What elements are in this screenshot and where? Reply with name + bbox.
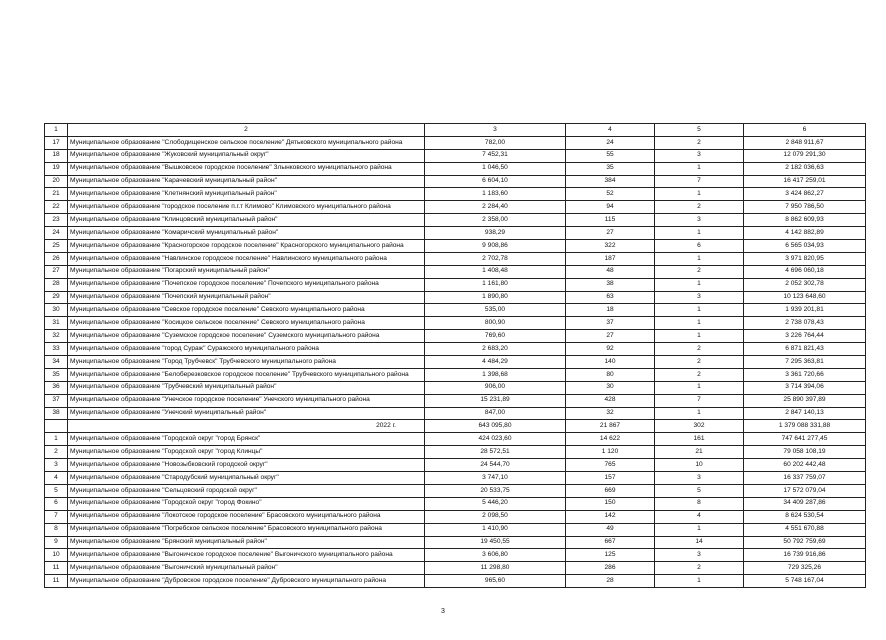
page-number: 3 (441, 608, 445, 615)
municipality-name: Муниципальное образование "Севское городское поселение" Севского муниципального района (68, 304, 425, 317)
table-row (45, 510, 866, 523)
row-number: 28 (45, 278, 68, 291)
residents-count: 48 (566, 265, 655, 278)
table-row (45, 562, 866, 575)
residents-count: 38 (566, 278, 655, 291)
total-area: 643 095,80 (425, 420, 566, 433)
column-number-5: 5 (655, 124, 744, 137)
area-value: 1 046,50 (425, 162, 566, 175)
sum-value: 7 295 363,81 (744, 356, 866, 369)
area-value: 2 683,20 (425, 343, 566, 356)
sum-value: 5 748 167,04 (744, 575, 866, 588)
area-value: 1 398,68 (425, 368, 566, 381)
table-row (45, 175, 866, 188)
sum-value: 4 696 060,18 (744, 265, 866, 278)
objects-count: 2 (655, 136, 744, 149)
municipality-name: Муниципальное образование "Клетнянский муниципальный район" (68, 188, 425, 201)
residents-count: 55 (566, 149, 655, 162)
objects-count: 7 (655, 175, 744, 188)
residents-count: 322 (566, 240, 655, 253)
row-number: 26 (45, 252, 68, 265)
residents-count: 28 (566, 575, 655, 588)
area-value: 906,00 (425, 381, 566, 394)
year-label: 2022 г. (68, 420, 425, 433)
row-number: 36 (45, 381, 68, 394)
area-value: 6 604,10 (425, 175, 566, 188)
objects-count: 1 (655, 188, 744, 201)
municipality-name: Муниципальное образование "Стародубский муниципальный округ" (68, 472, 425, 485)
area-value: 5 446,20 (425, 497, 566, 510)
municipality-name: Муниципальное образование "городское поселение п.г.т Климово" Климовского муниципального района (68, 201, 425, 214)
objects-count: 1 (655, 252, 744, 265)
municipality-name: Муниципальное образование "Городской округ "город Клинцы" (68, 446, 425, 459)
municipality-name: Муниципальное образование "Городской округ "город Брянск" (68, 433, 425, 446)
objects-count: 3 (655, 472, 744, 485)
row-number: 20 (45, 175, 68, 188)
municipality-name: Муниципальное образование "Брянский муниципальный район" (68, 536, 425, 549)
row-number: 21 (45, 188, 68, 201)
area-value: 769,60 (425, 330, 566, 343)
table-row (45, 240, 866, 253)
residents-count: 18 (566, 304, 655, 317)
row-number: 38 (45, 407, 68, 420)
table-row (45, 317, 866, 330)
year-total-row (45, 420, 866, 433)
sum-value: 10 123 648,60 (744, 291, 866, 304)
table-row (45, 304, 866, 317)
objects-count: 10 (655, 459, 744, 472)
table-row (45, 162, 866, 175)
sum-value: 3 714 394,06 (744, 381, 866, 394)
objects-count: 1 (655, 407, 744, 420)
area-value: 2 702,78 (425, 252, 566, 265)
sum-value: 50 792 759,69 (744, 536, 866, 549)
objects-count: 3 (655, 549, 744, 562)
table-row (45, 265, 866, 278)
municipality-name: Муниципальное образование "Карачевский муниципальный район" (68, 175, 425, 188)
residents-count: 667 (566, 536, 655, 549)
residents-count: 63 (566, 291, 655, 304)
sum-value: 16 337 759,07 (744, 472, 866, 485)
residents-count: 669 (566, 484, 655, 497)
sum-value: 7 950 786,50 (744, 201, 866, 214)
table-row (45, 523, 866, 536)
table-row (45, 497, 866, 510)
area-value: 2 098,50 (425, 510, 566, 523)
municipality-name: Муниципальное образование "Клинцовский муниципальный район" (68, 214, 425, 227)
sum-value: 34 409 287,86 (744, 497, 866, 510)
row-number: 7 (45, 510, 68, 523)
municipality-name: Муниципальное образование "Погребское сельское поселение" Брасовского муниципального района (68, 523, 425, 536)
sum-value: 4 142 882,89 (744, 227, 866, 240)
row-number: 11 (45, 575, 68, 588)
area-value: 28 572,51 (425, 446, 566, 459)
area-value: 19 450,55 (425, 536, 566, 549)
sum-value: 16 739 916,86 (744, 549, 866, 562)
residents-count: 37 (566, 317, 655, 330)
column-number-4: 4 (566, 124, 655, 137)
column-number-row (45, 124, 866, 137)
municipality-name: Муниципальное образование "Красногорское городское поселение" Красногорского муниципального района (68, 240, 425, 253)
area-value: 4 484,29 (425, 356, 566, 369)
row-number: 29 (45, 291, 68, 304)
sum-value: 4 551 670,88 (744, 523, 866, 536)
area-value: 800,90 (425, 317, 566, 330)
objects-count: 1 (655, 523, 744, 536)
objects-count: 2 (655, 201, 744, 214)
area-value: 2 358,00 (425, 214, 566, 227)
objects-count: 3 (655, 149, 744, 162)
row-number: 8 (45, 523, 68, 536)
area-value: 424 023,60 (425, 433, 566, 446)
residents-count: 115 (566, 214, 655, 227)
residents-count: 27 (566, 227, 655, 240)
table-row (45, 149, 866, 162)
area-value: 1 408,48 (425, 265, 566, 278)
municipality-name: Муниципальное образование "Погарский муниципальный район" (68, 265, 425, 278)
table-row (45, 252, 866, 265)
table-row (45, 356, 866, 369)
area-value: 1 890,80 (425, 291, 566, 304)
residents-count: 384 (566, 175, 655, 188)
sum-value: 8 624 530,54 (744, 510, 866, 523)
area-value: 938,29 (425, 227, 566, 240)
sum-value: 6 565 034,93 (744, 240, 866, 253)
objects-count: 1 (655, 575, 744, 588)
area-value: 1 410,90 (425, 523, 566, 536)
residents-count: 27 (566, 330, 655, 343)
sum-value: 729 325,26 (744, 562, 866, 575)
row-number: 34 (45, 356, 68, 369)
sum-value: 2 182 036,63 (744, 162, 866, 175)
area-value: 1 183,60 (425, 188, 566, 201)
sum-value: 3 361 720,66 (744, 368, 866, 381)
table-row (45, 330, 866, 343)
table-row (45, 291, 866, 304)
row-number: 35 (45, 368, 68, 381)
table-row (45, 368, 866, 381)
row-number: 25 (45, 240, 68, 253)
residents-count: 765 (566, 459, 655, 472)
municipality-name: Муниципальное образование "Локотское городское поселение" Брасовского муниципального района (68, 510, 425, 523)
table-row (45, 188, 866, 201)
sum-value: 79 058 108,19 (744, 446, 866, 459)
table-row (45, 484, 866, 497)
sum-value: 3 971 820,95 (744, 252, 866, 265)
row-number: 1 (45, 433, 68, 446)
area-value: 847,00 (425, 407, 566, 420)
objects-count: 2 (655, 343, 744, 356)
table-row (45, 433, 866, 446)
residents-count: 150 (566, 497, 655, 510)
objects-count: 1 (655, 317, 744, 330)
column-number-2: 2 (68, 124, 425, 137)
table-row (45, 214, 866, 227)
column-number-3: 3 (425, 124, 566, 137)
row-number: 23 (45, 214, 68, 227)
objects-count: 21 (655, 446, 744, 459)
row-number: 33 (45, 343, 68, 356)
table-row (45, 227, 866, 240)
objects-count: 1 (655, 381, 744, 394)
municipality-name: Муниципальное образование "Город Трубчевск" Трубчевского муниципального района (68, 356, 425, 369)
residents-count: 49 (566, 523, 655, 536)
area-value: 15 231,89 (425, 394, 566, 407)
municipality-name: Муниципальное образование "Дубровское городское поселение" Дубровского муниципального района (68, 575, 425, 588)
table-row (45, 549, 866, 562)
area-value: 535,00 (425, 304, 566, 317)
sum-value: 2 847 140,13 (744, 407, 866, 420)
residents-count: 32 (566, 407, 655, 420)
objects-count: 5 (655, 484, 744, 497)
objects-count: 1 (655, 227, 744, 240)
residents-count: 35 (566, 162, 655, 175)
housing-program-table (44, 123, 866, 588)
residents-count: 80 (566, 368, 655, 381)
residents-count: 140 (566, 356, 655, 369)
row-number: 10 (45, 549, 68, 562)
area-value: 11 298,80 (425, 562, 566, 575)
objects-count: 2 (655, 368, 744, 381)
row-number: 27 (45, 265, 68, 278)
total-residents: 21 867 (566, 420, 655, 433)
table-row (45, 201, 866, 214)
table-row (45, 278, 866, 291)
row-number: 17 (45, 136, 68, 149)
sum-value: 747 641 277,45 (744, 433, 866, 446)
residents-count: 187 (566, 252, 655, 265)
objects-count: 3 (655, 291, 744, 304)
municipality-name: Муниципальное образование "Выгоничский муниципальный район" (68, 562, 425, 575)
row-number: 24 (45, 227, 68, 240)
objects-count: 7 (655, 394, 744, 407)
column-number-1: 1 (45, 124, 68, 137)
table-row (45, 446, 866, 459)
municipality-name: Муниципальное образование "Почепское городское поселение" Почепского муниципального района (68, 278, 425, 291)
area-value: 24 544,70 (425, 459, 566, 472)
objects-count: 2 (655, 562, 744, 575)
objects-count: 1 (655, 330, 744, 343)
municipality-name: Муниципальное образование "Косицкое сельское поселение" Севского муниципального района (68, 317, 425, 330)
table-row (45, 343, 866, 356)
sum-value: 16 417 259,01 (744, 175, 866, 188)
sum-value: 1 939 201,81 (744, 304, 866, 317)
row-number: 6 (45, 497, 68, 510)
objects-count: 1 (655, 304, 744, 317)
area-value: 3 747,10 (425, 472, 566, 485)
table-row (45, 136, 866, 149)
municipality-name: Муниципальное образование "Навлинское городское поселение" Навлинского муниципального района (68, 252, 425, 265)
municipality-name: Муниципальное образование "Белоберезковское городское поселение" Трубчевского муниципального района (68, 368, 425, 381)
row-number: 3 (45, 459, 68, 472)
table-row (45, 536, 866, 549)
sum-value: 2 848 911,67 (744, 136, 866, 149)
total-sum: 1 379 088 331,88 (744, 420, 866, 433)
municipality-name: Муниципальное образование "Почепский муниципальный район" (68, 291, 425, 304)
row-number: 37 (45, 394, 68, 407)
sum-value: 2 738 078,43 (744, 317, 866, 330)
residents-count: 30 (566, 381, 655, 394)
table-row (45, 381, 866, 394)
objects-count: 1 (655, 278, 744, 291)
objects-count: 4 (655, 510, 744, 523)
residents-count: 157 (566, 472, 655, 485)
objects-count: 1 (655, 162, 744, 175)
residents-count: 92 (566, 343, 655, 356)
residents-count: 14 622 (566, 433, 655, 446)
municipality-name: Муниципальное образование "Новозыбковский городской округ" (68, 459, 425, 472)
row-number: 9 (45, 536, 68, 549)
area-value: 2 284,40 (425, 201, 566, 214)
residents-count: 286 (566, 562, 655, 575)
row-number: 30 (45, 304, 68, 317)
municipality-name: Муниципальное образование "Жуковский муниципальный округ" (68, 149, 425, 162)
objects-count: 3 (655, 214, 744, 227)
municipality-name: Муниципальное образование "Унечский муниципальный район" (68, 407, 425, 420)
municipality-name: Муниципальное образование "Трубчевский муниципальный район" (68, 381, 425, 394)
row-number: 31 (45, 317, 68, 330)
objects-count: 2 (655, 356, 744, 369)
residents-count: 1 120 (566, 446, 655, 459)
area-value: 9 908,86 (425, 240, 566, 253)
row-number: 11 (45, 562, 68, 575)
row-number: 19 (45, 162, 68, 175)
objects-count: 2 (655, 265, 744, 278)
row-number: 4 (45, 472, 68, 485)
residents-count: 52 (566, 188, 655, 201)
table-row (45, 472, 866, 485)
area-value: 1 161,80 (425, 278, 566, 291)
sum-value: 8 862 609,93 (744, 214, 866, 227)
residents-count: 125 (566, 549, 655, 562)
municipality-name: Муниципальное образование "Суземское городское поселение" Суземского муниципального района (68, 330, 425, 343)
municipality-name: Муниципальное образование "Вышковское городское поселение" Злынковского муниципального района (68, 162, 425, 175)
municipality-name: Муниципальное образование "Комаричский муниципальный район" (68, 227, 425, 240)
area-value: 782,00 (425, 136, 566, 149)
objects-count: 14 (655, 536, 744, 549)
objects-count: 8 (655, 497, 744, 510)
sum-value: 6 871 821,43 (744, 343, 866, 356)
table-row (45, 394, 866, 407)
residents-count: 94 (566, 201, 655, 214)
row-number: 32 (45, 330, 68, 343)
table-row (45, 407, 866, 420)
area-value: 20 533,75 (425, 484, 566, 497)
row-number (45, 420, 68, 433)
sum-value: 12 079 291,30 (744, 149, 866, 162)
sum-value: 3 226 764,44 (744, 330, 866, 343)
table-row (45, 575, 866, 588)
table-row (45, 459, 866, 472)
municipality-name: Муниципальное образование "Городской округ "город Фокино" (68, 497, 425, 510)
municipality-name: Муниципальное образование "Сельцовский городской округ" (68, 484, 425, 497)
municipality-name: Муниципальное образование "Унечское городское поселение" Унечского муниципального района (68, 394, 425, 407)
total-objects: 302 (655, 420, 744, 433)
municipality-name: Муниципальное образование "Слободищенское сельское поселение" Дятьковского муниципального района (68, 136, 425, 149)
column-number-6: 6 (744, 124, 866, 137)
area-value: 3 606,80 (425, 549, 566, 562)
objects-count: 6 (655, 240, 744, 253)
municipality-name: Муниципальное образование "Выгоничское городское поселение" Выгоничского муниципального района (68, 549, 425, 562)
sum-value: 25 890 397,89 (744, 394, 866, 407)
row-number: 18 (45, 149, 68, 162)
sum-value: 60 202 442,48 (744, 459, 866, 472)
residents-count: 428 (566, 394, 655, 407)
area-value: 7 452,31 (425, 149, 566, 162)
sum-value: 2 052 302,78 (744, 278, 866, 291)
objects-count: 161 (655, 433, 744, 446)
row-number: 5 (45, 484, 68, 497)
area-value: 965,60 (425, 575, 566, 588)
sum-value: 17 572 079,04 (744, 484, 866, 497)
sum-value: 3 424 862,27 (744, 188, 866, 201)
row-number: 2 (45, 446, 68, 459)
residents-count: 24 (566, 136, 655, 149)
residents-count: 142 (566, 510, 655, 523)
row-number: 22 (45, 201, 68, 214)
municipality-name: Муниципальное образование "город Сураж" Суражского муниципального района (68, 343, 425, 356)
